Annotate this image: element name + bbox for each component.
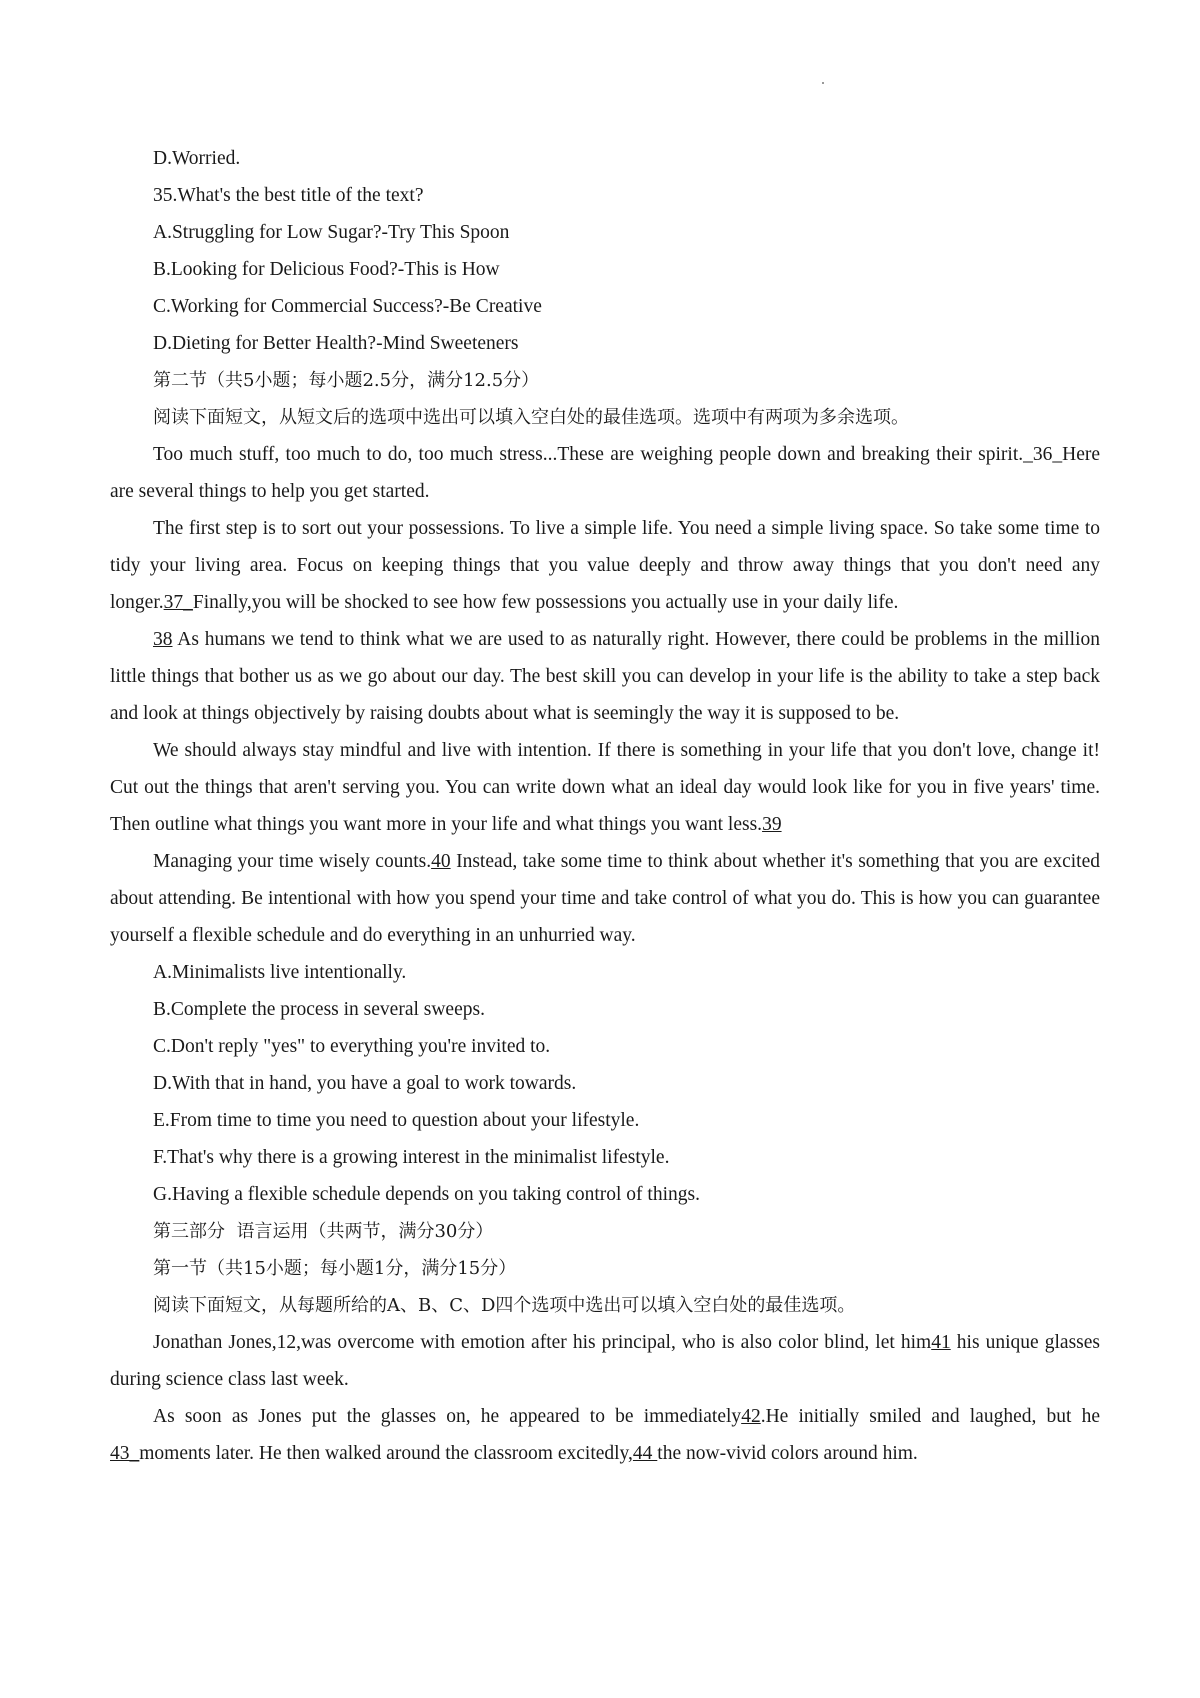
- choice-option-b: B.Complete the process in several sweeps.: [153, 999, 485, 1020]
- paragraph-text: Jonathan Jones,12,was overcome with emotion after his principal, who is also color blind, let him: [153, 1332, 932, 1353]
- passage-paragraph-1: [110, 436, 1100, 510]
- paragraph-text: The first step is to sort out your possessions. To live a simple life. You need a simple living space. So take some time to tidy your living area. Focus on keeping things that you value deeply and throw away things that you don't need any longer.: [110, 518, 1100, 613]
- blank-36: _36_: [1023, 444, 1063, 465]
- cloze-paragraph-1: [110, 1324, 1100, 1398]
- section2-instruction: 阅读下面短文，从短文后的选项中选出可以填入空白处的最佳选项。选项中有两项为多余选项。: [153, 407, 909, 428]
- q34-option-d: D.Worried.: [153, 148, 241, 169]
- scan-speck: [822, 82, 824, 84]
- blank-38: 38: [153, 629, 173, 650]
- choice-option-a: A.Minimalists live intentionally.: [153, 962, 407, 983]
- q35-option-a: A.Struggling for Low Sugar?-Try This Spoon: [153, 222, 510, 243]
- q35-option-c: C.Working for Commercial Success?-Be Creative: [153, 296, 542, 317]
- choice-option-e: E.From time to time you need to question about your lifestyle.: [153, 1110, 640, 1131]
- paragraph-text: .He initially smiled and laughed, but he: [760, 1406, 1100, 1427]
- choice-option-d: D.With that in hand, you have a goal to work towards.: [153, 1073, 577, 1094]
- paragraph-text: As soon as Jones put the glasses on, he appeared to be immediately: [153, 1406, 742, 1427]
- passage-paragraph-4: [110, 732, 1100, 843]
- blank-43: 43_: [110, 1443, 140, 1464]
- q35-option-b: B.Looking for Delicious Food?-This is How: [153, 259, 500, 280]
- paragraph-text: As humans we tend to think what we are used to as naturally right. However, there could be problems in the million little things that bother us as we go about our day. The best skill you can develop in your life is the ability to take a step back and look at things objectively by raising doubts about what is seemingly the way it is supposed to be.: [110, 629, 1100, 724]
- choice-option-g: G.Having a flexible schedule depends on you taking control of things.: [153, 1184, 700, 1205]
- paragraph-text: Finally,you will be shocked to see how few possessions you actually use in your daily life.: [192, 592, 899, 613]
- cloze-paragraph-2: [110, 1398, 1100, 1472]
- choice-option-c: C.Don't reply "yes" to everything you're invited to.: [153, 1036, 551, 1057]
- part3-section1-heading: 第一节（共15小题；每小题1分，满分15分）: [153, 1258, 517, 1279]
- paragraph-text: the now-vivid colors around him.: [657, 1443, 918, 1464]
- passage-paragraph-2: [110, 510, 1100, 621]
- paragraph-text: We should always stay mindful and live with intention. If there is something in your life that you don't love, change it! Cut out the things that aren't serving you. You can write down what an ideal day would look like for you in five years' time. Then outline what things you want more in your life and what things you want less.: [110, 740, 1100, 835]
- part3-heading: 第三部分 语言运用（共两节，满分30分）: [153, 1221, 494, 1242]
- q35-option-d: D.Dieting for Better Health?-Mind Sweeteners: [153, 333, 519, 354]
- passage-paragraph-3: [110, 621, 1100, 732]
- blank-40: 40: [431, 851, 451, 872]
- blank-37: 37_: [163, 592, 193, 613]
- part3-instruction: 阅读下面短文，从每题所给的A、B、C、D四个选项中选出可以填入空白处的最佳选项。: [153, 1295, 856, 1316]
- passage-paragraph-5: [110, 843, 1100, 954]
- paragraph-text: moments later. He then walked around the classroom excitedly,: [139, 1443, 633, 1464]
- exam-page: [110, 140, 1100, 1472]
- choice-option-f: F.That's why there is a growing interest in the minimalist lifestyle.: [153, 1147, 670, 1168]
- section2-heading: 第二节（共5小题；每小题2.5分，满分12.5分）: [153, 370, 540, 391]
- blank-39: 39: [762, 814, 782, 835]
- blank-42: 42: [741, 1406, 761, 1427]
- blank-41: 41: [931, 1332, 951, 1353]
- paragraph-text: Managing your time wisely counts.: [153, 851, 432, 872]
- q35-question: 35.What's the best title of the text?: [153, 185, 424, 206]
- blank-44: 44: [632, 1443, 658, 1464]
- paragraph-text: his unique glasses during science class last week.: [110, 1332, 1100, 1390]
- paragraph-text: Here are several things to help you get started.: [110, 444, 1100, 502]
- paragraph-text: Too much stuff, too much to do, too much stress...These are weighing people down and breaking their spirit.: [153, 444, 1024, 465]
- paragraph-text: Instead, take some time to think about whether it's something that you are excited about attending. Be intentional with how you spend your time and take control of what you do. This is how you can guarantee yourself a flexible schedule and do everything in an unhurried way.: [110, 851, 1100, 946]
